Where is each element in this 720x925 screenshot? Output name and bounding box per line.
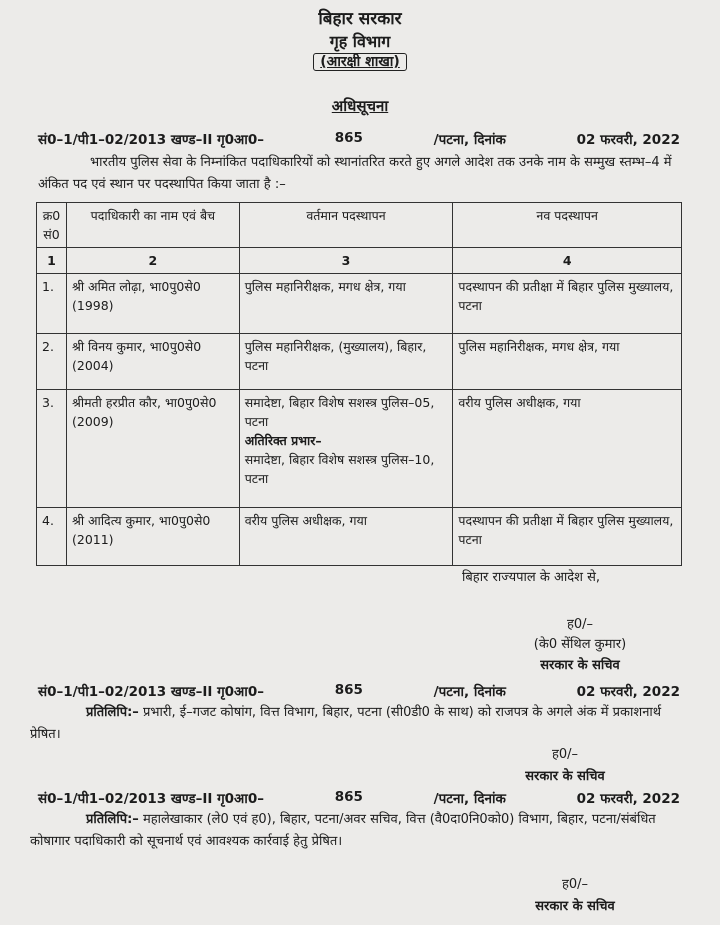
reference-line-copy2: सं0–1/पी1–02/2013 खण्ड–II गृ0आ0– 865 /पटना, दिनांक 02 फरवरी, 2022 bbox=[38, 789, 680, 807]
cell-name: श्री अमित लोढ़ा, भा0पु0से0 (1998) bbox=[66, 274, 239, 334]
col-header-sn: क्र0 सं0 bbox=[37, 203, 67, 248]
col-header-name: पदाधिकारी का नाम एवं बैच bbox=[66, 203, 239, 248]
header-government: बिहार सरकार bbox=[318, 9, 402, 29]
cell-current: पुलिस महानिरीक्षक, (मुख्यालय), बिहार, पटना bbox=[239, 334, 453, 390]
col-number: 3 bbox=[239, 248, 453, 274]
additional-charge: समादेष्टा, बिहार विशेष सशस्त्र पुलिस–10, पटना bbox=[244, 452, 435, 486]
document-title: अधिसूचना bbox=[331, 97, 389, 115]
ref-place: /पटना, दिनांक bbox=[433, 132, 506, 148]
ref-number: सं0–1/पी1–02/2013 खण्ड–II गृ0आ0– bbox=[38, 132, 264, 148]
cell-new: पदस्थापन की प्रतीक्षा में बिहार पुलिस मुख्यालय, पटना bbox=[453, 274, 682, 334]
signature-name: (के0 सेंथिल कुमार) bbox=[533, 637, 627, 652]
table-row bbox=[37, 390, 682, 508]
cell-new: पुलिस महानिरीक्षक, मगध क्षेत्र, गया bbox=[453, 334, 682, 390]
cell-name: श्री विनय कुमार, भा0पु0से0 (2004) bbox=[66, 334, 239, 390]
ref-serial: 865 bbox=[334, 130, 363, 146]
table-row bbox=[37, 274, 682, 334]
header-branch: (आरक्षी शाखा) bbox=[0, 52, 720, 71]
table-row bbox=[37, 508, 682, 566]
col-number: 4 bbox=[453, 248, 682, 274]
cell-name: श्रीमती हरप्रीत कौर, भा0पु0से0 (2009) bbox=[66, 390, 239, 508]
col-number: 1 bbox=[37, 248, 67, 274]
posting-table bbox=[36, 202, 682, 566]
copy1-signed: ह0/– bbox=[551, 747, 579, 762]
cell-sn: 4. bbox=[37, 508, 67, 566]
col-number: 2 bbox=[66, 248, 239, 274]
table-row bbox=[37, 334, 682, 390]
cell-current: वरीय पुलिस अधीक्षक, गया bbox=[239, 508, 453, 566]
col-header-current: वर्तमान पदस्थापन bbox=[239, 203, 453, 248]
copy2-paragraph: प्रतिलिपि:– महालेखाकार (ले0 एवं ह0), बिहार, पटना/अवर सचिव, वित्त (वै0दा0नि0को0) विभाग, बिहार, पटना/संबंधित कोषागार पदाधिकारी को सूचनार्थ एवं आवश्यक कार्रवाई हेतु प्रेषित। bbox=[30, 812, 656, 849]
cell-name: श्री आदित्य कुमार, भा0पु0से0 (2011) bbox=[66, 508, 239, 566]
copy2-designation: सरकार के सचिव bbox=[535, 899, 615, 914]
reference-line bbox=[38, 130, 680, 148]
ref-date: 02 फरवरी, 2022 bbox=[576, 132, 680, 148]
copy1-designation: सरकार के सचिव bbox=[525, 769, 605, 784]
cell-new: पदस्थापन की प्रतीक्षा में बिहार पुलिस मुख्यालय, पटना bbox=[453, 508, 682, 566]
col-header-new: नव पदस्थापन bbox=[453, 203, 682, 248]
signature-designation: सरकार के सचिव bbox=[540, 658, 620, 673]
copy2-signed: ह0/– bbox=[561, 877, 589, 892]
cell-current: समादेष्टा, बिहार विशेष सशस्त्र पुलिस–05, पटना अतिरिक्त प्रभार– समादेष्टा, बिहार विशेष सशस्त्र पुलिस–10, पटना bbox=[239, 390, 453, 508]
copy1-paragraph: प्रतिलिपि:– प्रभारी, ई–गजट कोषांग, वित्त विभाग, बिहार, पटना (सी0डी0 के साथ) को राजपत्र के अगले अंक में प्रकाशनार्थ प्रेषित। bbox=[30, 705, 662, 742]
signature-signed: ह0/– bbox=[566, 617, 594, 632]
intro-paragraph: भारतीय पुलिस सेवा के निम्नांकित पदाधिकारियों को स्थानांतरित करते हुए अगले आदेश तक उनके नाम के सम्मुख स्तम्भ–4 में अंकित पद एवं स्थान पर पदस्थापित किया जाता है :– bbox=[38, 155, 672, 192]
cell-current: पुलिस महानिरीक्षक, मगध क्षेत्र, गया bbox=[239, 274, 453, 334]
reference-line-copy1: सं0–1/पी1–02/2013 खण्ड–II गृ0आ0– 865 /पटना, दिनांक 02 फरवरी, 2022 bbox=[38, 682, 680, 700]
header-department: गृह विभाग bbox=[329, 32, 391, 51]
column-number-row bbox=[37, 248, 682, 274]
order-line: बिहार राज्यपाल के आदेश से, bbox=[462, 570, 601, 585]
cell-sn: 3. bbox=[37, 390, 67, 508]
cell-sn: 2. bbox=[37, 334, 67, 390]
cell-sn: 1. bbox=[37, 274, 67, 334]
table-header-row bbox=[37, 203, 682, 248]
cell-new: वरीय पुलिस अधीक्षक, गया bbox=[453, 390, 682, 508]
additional-charge-label: अतिरिक्त प्रभार– bbox=[244, 433, 322, 448]
